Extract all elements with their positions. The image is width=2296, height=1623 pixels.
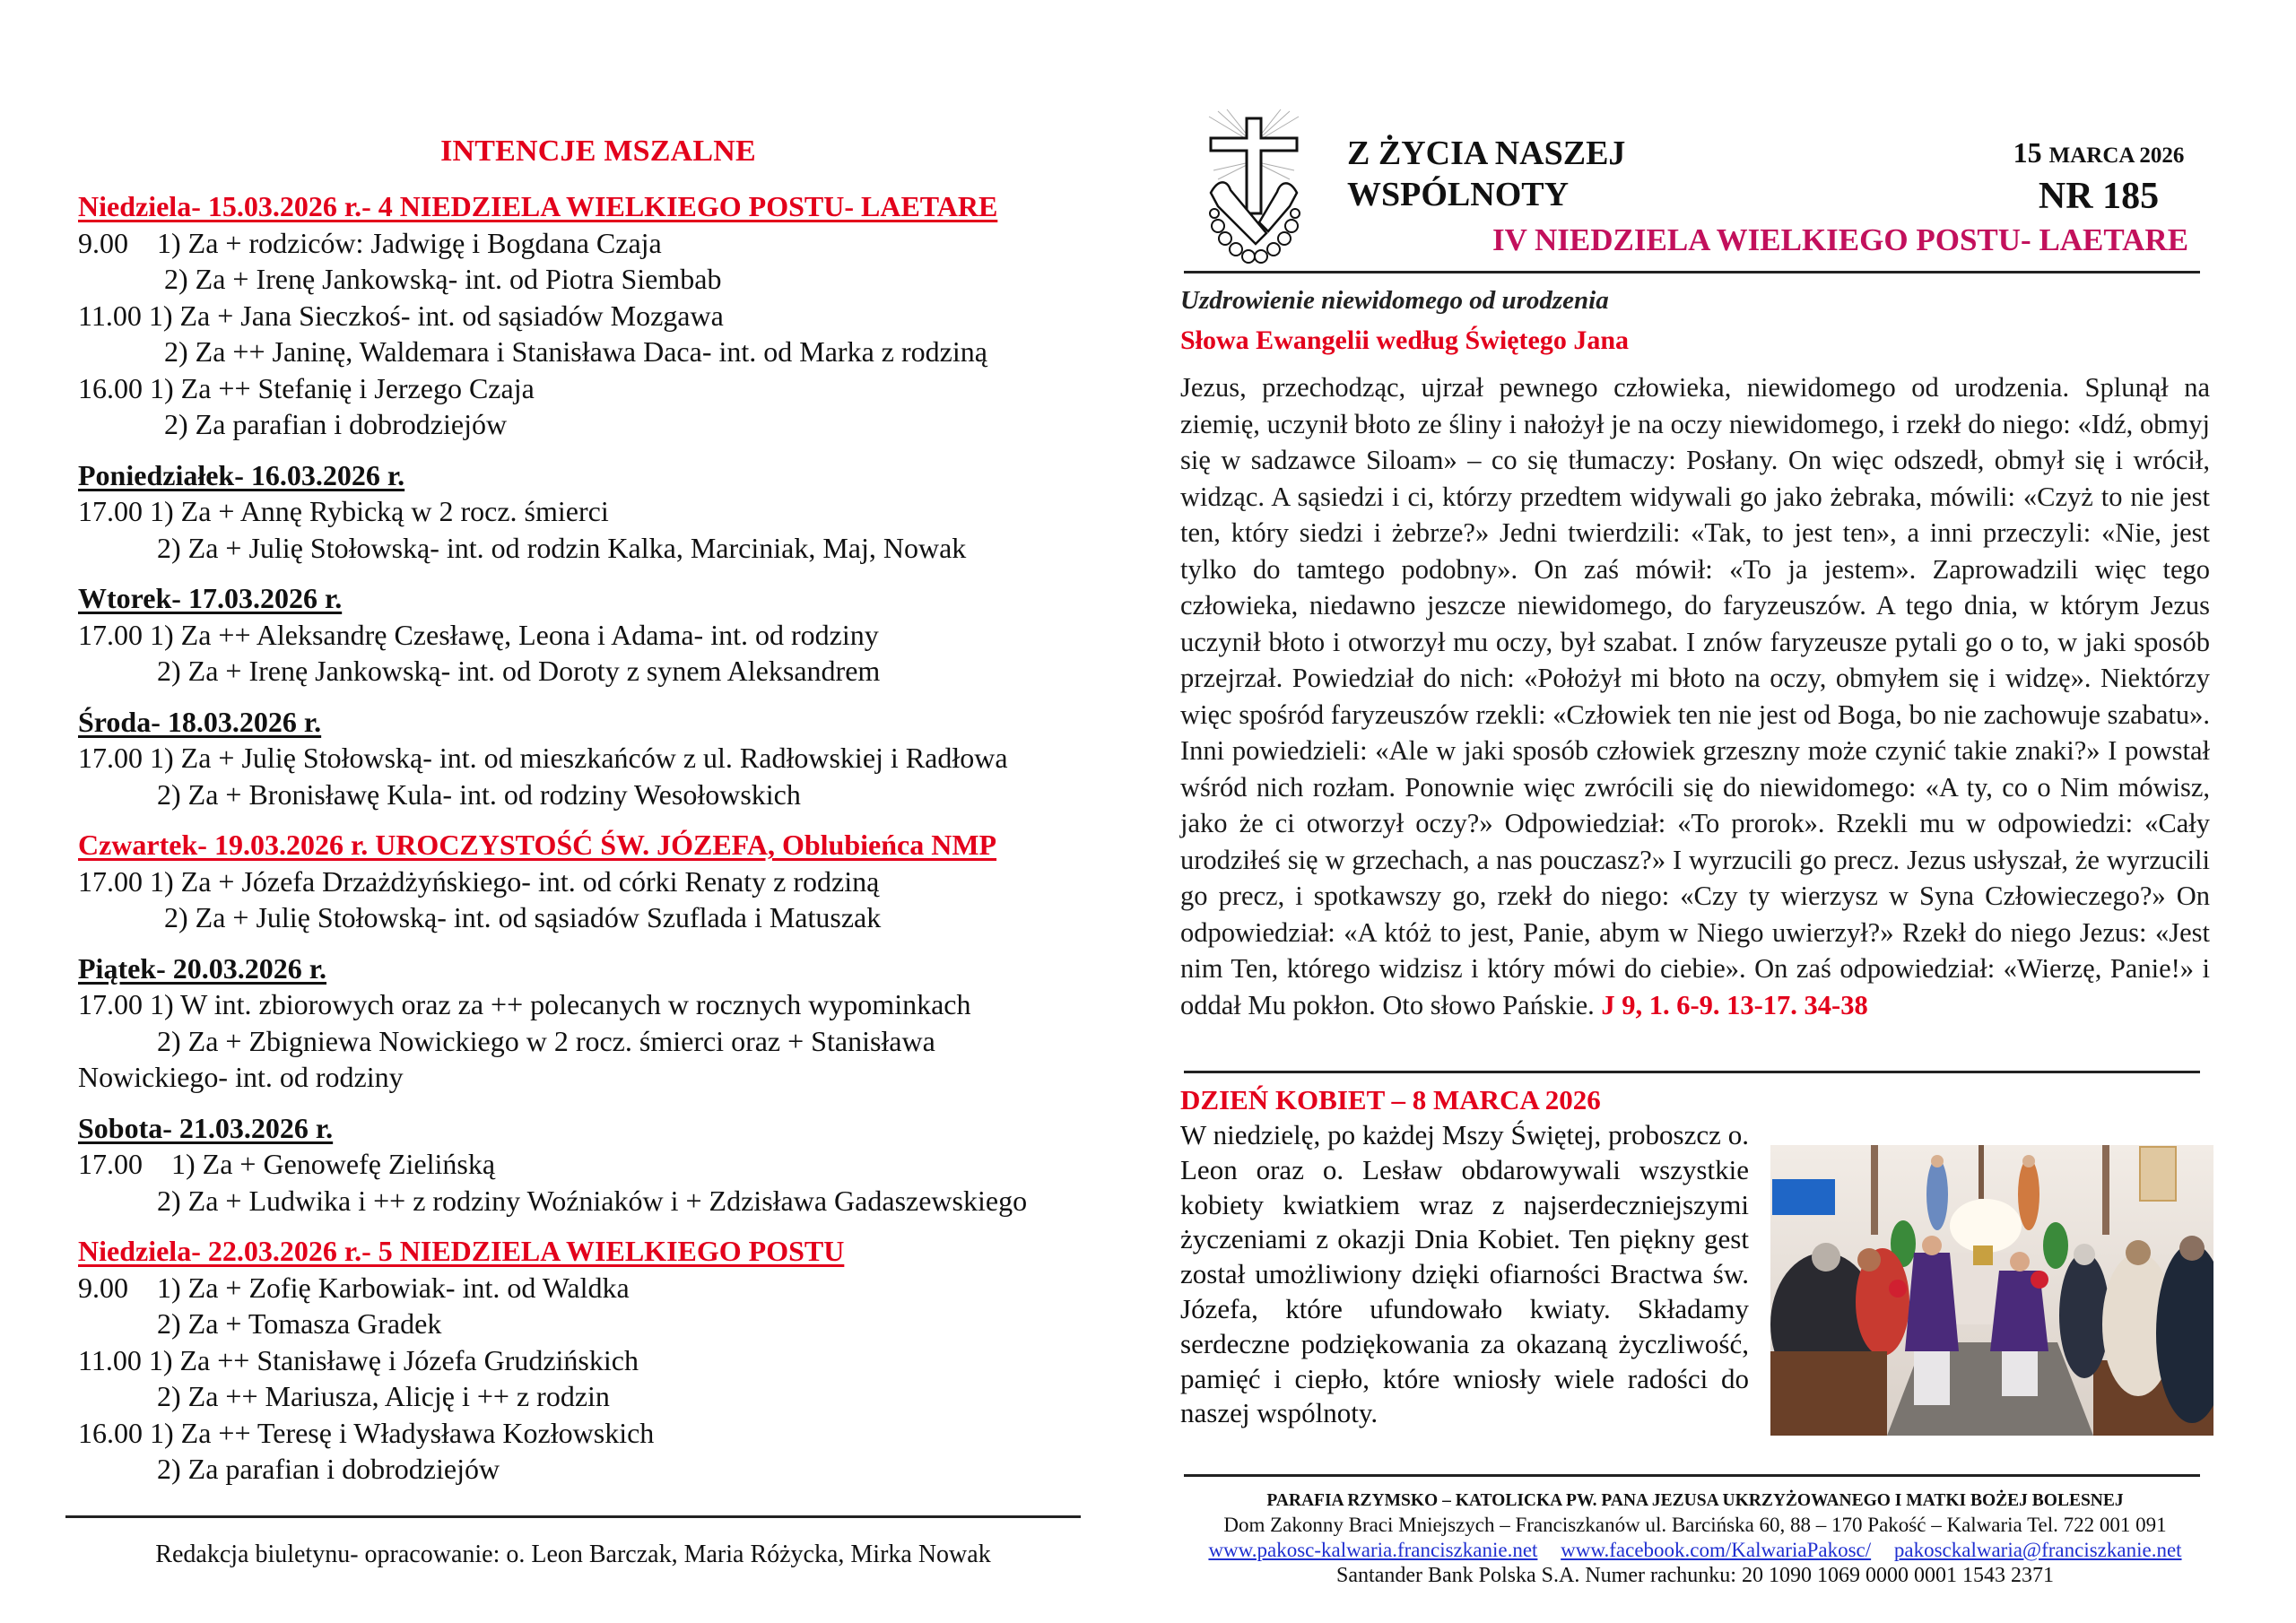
newsletter-title-line2: WSPÓLNOTY [1347,176,1570,213]
intention-text: 2) Za + Ludwika i ++ z rodziny Woźniaków i + Zdzisława Gadaszewskiego [78,1184,1028,1217]
day-section [78,704,1154,813]
intention-text: 2) Za + Julię Stołowską- int. od rodzin Kalka, Marciniak, Maj, Nowak [78,531,967,564]
gospel-text [1180,369,2210,1023]
intention-row [78,370,1154,407]
day-section [78,1110,1154,1219]
intention-row [78,261,1154,298]
intention-text: 2) Za ++ Mariusza, Alicję i ++ z rodzin [78,1380,610,1412]
intention-row [78,1306,1154,1342]
intention-row [78,740,1154,777]
divider [1184,1474,2200,1477]
day-heading-text: Sobota- 21.03.2026 r. [78,1111,334,1144]
intention-row [78,986,1154,1023]
womens-day-text: W niedzielę, po każdej Mszy Świętej, proboszcz o. Leon oraz o. Lesław obdarowywali wszystkie kobiety kwiatkiem wraz z najserdeczniejszymi życzeniami z okazji Dnia Kobiet. Ten piękny gest został umożliwiony dzięki ofiarności Bractwa św. Józefa, które ufundowało kwiaty. Składamy serdeczne podziękowania za okazaną życzliwość, pamięć i ciepło, które wniosły wiele radości do naszej wspólnoty. [1180,1119,1749,1429]
intention-row [78,1183,1154,1219]
day-heading [78,704,1154,741]
day-heading-text: Środa- 18.03.2026 r. [78,705,322,738]
intention-row [78,334,1154,370]
intention-row [78,1415,1154,1452]
intention-text: 2) Za + Julię Stołowską- int. od sąsiadów Szuflada i Matuszak [78,901,882,933]
gospel-source: Słowa Ewangelii według Świętego Jana [1180,325,1630,355]
gospel-title: Uzdrowienie niewidomego od urodzenia [1180,286,1609,315]
day-heading-text: Czwartek- 19.03.2026 r. UROCZYSTOŚĆ ŚW. JÓZEFA, Oblubieńca NMP [78,829,997,861]
intention-row [78,1059,1154,1096]
intention-text: 9.00 1) Za + rodziców: Jadwigę i Bogdana Czaja [78,226,662,259]
intention-row [78,406,1154,443]
intention-row [78,530,1154,567]
day-section [78,188,1154,443]
newsletter-title-line1: Z ŻYCIA NASZEJ [1347,135,1626,172]
liturgical-subtitle: IV NIEDZIELA WIELKIEGO POSTU- LAETARE [1492,222,2189,257]
day-heading-text: Niedziela- 22.03.2026 r.- 5 NIEDZIELA WIELKIEGO POSTU [78,1235,845,1267]
divider [65,1515,1081,1518]
intention-row [78,1451,1154,1488]
day-section [78,1233,1154,1488]
day-heading-text: Niedziela- 15.03.2026 r.- 4 NIEDZIELA WIELKIEGO POSTU- LAETARE [78,190,998,222]
intention-text: 17.00 1) Za + Annę Rybicką w 2 rocz. śmierci [78,495,609,527]
day-heading-text: Wtorek- 17.03.2026 r. [78,582,343,614]
issue-date-month-year: MARCA 2026 [2048,143,2185,168]
mass-intentions-title: INTENCJE MSZALNE [440,135,756,168]
intention-text: 9.00 1) Za + Zofię Karbowiak- int. od Waldka [78,1271,630,1304]
intention-text: 11.00 1) Za ++ Stanisławę i Józefa Grudzińskich [78,1343,639,1376]
issue-date [1982,136,2215,172]
issue-date-day: 15 [2013,136,2042,169]
intention-row [78,1146,1154,1183]
intention-row [78,653,1154,690]
intention-row [78,1378,1154,1415]
day-heading-text: Poniedziałek- 16.03.2026 r. [78,458,405,491]
intention-text: 2) Za + Zbigniewa Nowickiego w 2 rocz. śmierci oraz + Stanisława [78,1024,935,1057]
intention-row [78,225,1154,262]
bank-account: Santander Bank Polska S.A. Numer rachunku: 20 1090 1069 0000 0001 1543 2371 [1336,1564,2054,1587]
church-photo-icon [1770,1145,2213,1436]
divider [1184,271,2200,273]
website-link[interactable]: www.pakosc-kalwaria.franciszkanie.net [1208,1539,1538,1561]
intention-text: 2) Za parafian i dobrodziejów [78,1453,500,1485]
day-section [78,827,1154,936]
intention-row [78,1342,1154,1379]
intention-text: 2) Za + Bronisławę Kula- int. od rodziny Wesołowskich [78,777,801,811]
day-heading [78,580,1154,617]
womens-day-title: DZIEŃ KOBIET – 8 MARCA 2026 [1180,1084,1601,1115]
intention-row [78,864,1154,900]
intention-text: 17.00 1) Za + Julię Stołowską- int. od mieszkańców z ul. Radłowskiej i Radłowa [78,742,1008,774]
intention-row [78,1270,1154,1306]
email-link[interactable]: pakosckalwaria@franciszkanie.net [1893,1539,2182,1561]
intention-text: 17.00 1) Za + Genowefę Zielińską [78,1148,496,1180]
intention-row [78,493,1154,530]
day-heading [78,1110,1154,1147]
gospel-body-text: Jezus, przechodząc, ujrzał pewnego człowieka, niewidomego od urodzenia. Splunął na ziemię, uczynił błoto ze śliny i nałożył je na oczy niewidomego, i rzekł do niego: «Idź, obmyj się w sadzawce Siloam» – co się tłumaczy: Posłany. On więc odszedł, obmył się i wrócił, widząc. A sąsiedzi i ci, którzy przedtem widywali go jako żebraka, mówili: «Czyż to nie jest ten, który siedzi i żebrze?» Jedni twierdzili: «Tak, to jest ten», a inni przeczyli: «Nie, jest tylko do tamtego podobny». On zaś mówił: «To ja jestem». Zaprowadzili więc tego człowieka, niedawno jeszcze niewidomego, do faryzeuszów. A tego dnia, w którym Jezus uczynił błoto i otworzył mu oczy, był szabat. I znów faryzeusze pytali go o to, w jaki sposób przejrzał. Powiedział do nich: «Położył mi błoto na oczy, obmyłem się i widzę». Niektórzy więc spośród faryzeuszów rzekli: «Człowiek ten nie jest od Boga, bo nie zachowuje szabatu». Inni powiedzieli: «Ale w jaki sposób człowiek grzeszny może czynić takie znaki?» I powstał wśród nich rozłam. Ponownie więc zwrócili się do niewidomego: «A ty, co o Nim mówisz, jako że ci otworzył oczy?» Odpowiedział: «To prorok». Rzekli mu w odpowiedzi: «Cały urodziłeś się w grzechach, a nas pouczasz?» I wyrzucili go precz. Jezus usłyszał, że wyrzucili go precz, i spotkawszy go, rzekł do niego: «Czy ty wierzysz w Syna Człowieczego?» On odpowiedział: «A któż to jest, Panie, abym w Niego uwierzył?» Rzekł do niego Jezus: «Jest nim Ten, którego widzisz i który mówi do ciebie». On zaś odpowiedział: «Wierzę, Panie!» i oddał Mu pokłon. Oto słowo Pańskie. [1180,372,2210,1020]
editorial-credits: Redakcja biuletynu- opracowanie: o. Leon Barczak, Maria Różycka, Mirka Nowak [155,1541,991,1568]
intention-text: 2) Za parafian i dobrodziejów [78,408,508,440]
intention-text: 2) Za + Irenę Jankowską- int. od Doroty z synem Aleksandrem [78,655,881,687]
mass-intentions-list [78,188,1154,1488]
intention-text: 16.00 1) Za ++ Stefanię i Jerzego Czaja [78,371,535,404]
intention-text: 17.00 1) Za ++ Aleksandrę Czesławę, Leona i Adama- int. od rodziny [78,618,879,651]
intention-text: 2) Za + Irenę Jankowską- int. od Piotra Siembab [78,263,722,295]
intention-row [78,298,1154,334]
facebook-link[interactable]: www.facebook.com/KalwariaPakosc/ [1561,1539,1872,1561]
issue-number: NR 185 [2038,176,2160,217]
intention-row [78,899,1154,936]
day-heading-text: Piątek- 20.03.2026 r. [78,951,327,985]
intention-text: 2) Za ++ Janinę, Waldemara i Stanisława Daca- int. od Marka z rodziną [78,335,987,368]
intention-text: 17.00 1) Za + Józefa Drzażdżyńskiego- int. od córki Renaty z rodziną [78,864,880,898]
franciscan-cross-emblem-icon [1200,108,1308,269]
intention-row [78,777,1154,813]
gospel-reference: J 9, 1. 6-9. 13-17. 34-38 [1601,989,1868,1020]
intention-row [78,617,1154,654]
parish-links [1166,1538,2224,1563]
day-section [78,950,1154,1096]
parish-name: PARAFIA RZYMSKO – KATOLICKA PW. PANA JEZUSA UKRZYŻOWANEGO I MATKI BOŻEJ BOLESNEJ [1266,1491,2124,1510]
parish-address: Dom Zakonny Braci Mniejszych – Franciszkanów ul. Barcińska 60, 88 – 170 Pakość – Kalwaria Tel. 722 001 091 [1223,1514,2167,1536]
intention-text: Nowickiego- int. od rodziny [78,1061,404,1093]
day-heading [78,827,1154,864]
intention-row [78,1023,1154,1060]
newsletter-title [1347,133,1625,215]
day-heading [78,950,1154,987]
parish-footer [1166,1488,2224,1589]
intention-text: 2) Za + Tomasza Gradek [78,1307,442,1340]
intention-text: 11.00 1) Za + Jana Sieczkoś- int. od sąsiadów Mozgawa [78,299,724,332]
day-section [78,457,1154,567]
day-heading [78,457,1154,494]
divider [1184,1071,2200,1073]
day-heading [78,188,1154,225]
intention-text: 16.00 1) Za ++ Teresę i Władysława Kozłowskich [78,1416,655,1449]
intention-text: 17.00 1) W int. zbiorowych oraz za ++ polecanych w rocznych wypominkach [78,988,971,1020]
day-heading [78,1233,1154,1270]
day-section [78,580,1154,690]
